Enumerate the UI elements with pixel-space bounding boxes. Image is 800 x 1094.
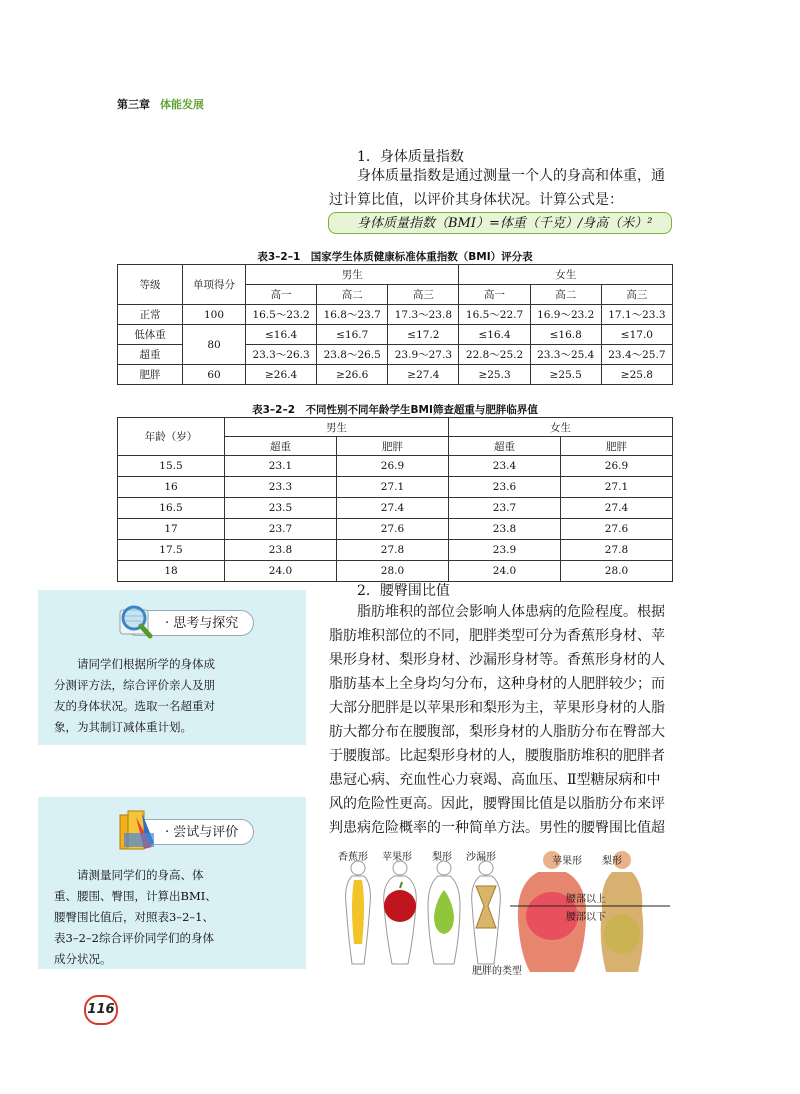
value-cell: 23.9	[449, 540, 561, 561]
section2-line: 大部分肥胖是以苹果形和梨形为主，苹果形身材的人脂	[329, 700, 665, 716]
think-line: 分测评方法，综合评价亲人及朋	[54, 678, 215, 692]
table1-caption: 表3–2–1 国家学生体质健康标准体重指数（BMI）评分表	[257, 251, 533, 263]
age-cell: 16	[118, 477, 225, 498]
try-line: 腰臀围比值后，对照表3–2–1、	[54, 910, 214, 924]
figure-caption: 肥胖的类型	[472, 966, 522, 977]
table-row	[118, 540, 673, 561]
header-male: 男生	[246, 265, 459, 285]
hourglass-shape-figure	[472, 861, 501, 964]
section2-line: 患冠心病、充血性心力衰竭、高血压、Ⅱ型糖尿病和中	[329, 772, 661, 788]
label-apple: 苹果形	[382, 852, 412, 863]
value-cell: 27.4	[561, 498, 673, 519]
value-cell: 23.3	[225, 477, 337, 498]
section1-heading: 1．身体质量指数	[357, 149, 464, 165]
value-cell: 26.9	[337, 456, 449, 477]
try-line: 成分状况。	[54, 952, 112, 966]
value-cell: ≥25.3	[459, 365, 530, 385]
age-cell: 15.5	[118, 456, 225, 477]
table-row	[118, 305, 673, 325]
value-cell: ≤17.0	[601, 325, 672, 345]
think-explore-text	[54, 654, 292, 738]
value-cell: 27.4	[337, 498, 449, 519]
table-row	[118, 325, 673, 345]
value-cell: 16.9～23.2	[530, 305, 601, 325]
table-row	[118, 477, 673, 498]
table2-caption: 表3–2–2 不同性别不同年龄学生BMI筛查超重与肥胖临界值	[252, 404, 538, 416]
age-cell: 17.5	[118, 540, 225, 561]
chapter-number: 第三章	[117, 98, 150, 111]
header-grade: 等级	[118, 265, 183, 305]
label-hourglass: 沙漏形	[466, 852, 496, 863]
section2-line: 脂肪基本上全身均匀分布，这种身材的人肥胖较少；而	[329, 676, 665, 692]
value-cell: 23.9～27.3	[388, 345, 459, 365]
label-waist-below: 腰部以下	[566, 912, 606, 923]
table-row	[118, 498, 673, 519]
section1-text	[329, 164, 673, 212]
value-cell: 23.1	[225, 456, 337, 477]
value-cell: 23.5	[225, 498, 337, 519]
try-line: 重、腰围、臀围，计算出BMI、	[54, 889, 217, 903]
chapter-title: 体能发展	[160, 98, 204, 111]
value-cell: 27.6	[337, 519, 449, 540]
header-year: 高二	[530, 285, 601, 305]
chapter-header	[117, 96, 204, 112]
value-cell: ≥25.5	[530, 365, 601, 385]
section2-line: 脂肪堆积的部位会影响人体患病的危险程度。根据	[357, 604, 665, 620]
value-cell: 28.0	[337, 561, 449, 582]
value-cell: 23.3～26.3	[246, 345, 317, 365]
table-row	[118, 365, 673, 385]
label-pear-body: 梨形	[602, 856, 622, 867]
value-cell: 26.9	[561, 456, 673, 477]
value-cell: 23.8	[225, 540, 337, 561]
age-cell: 18	[118, 561, 225, 582]
value-cell: 16.5～22.7	[459, 305, 530, 325]
value-cell: 23.7	[449, 498, 561, 519]
banana-shape-figure	[346, 861, 371, 964]
header-year: 高一	[459, 285, 530, 305]
label-banana: 香蕉形	[338, 852, 368, 863]
grade-cell: 超重	[118, 345, 183, 365]
value-cell: ≤16.4	[246, 325, 317, 345]
section1-line: 过计算比值，以评价其身体状况。计算公式是：	[329, 192, 623, 208]
section2-line: 判患病危险概率的一种简单方法。男性的腰臀围比值超	[329, 820, 665, 836]
label-waist-above: 腰部以上	[566, 894, 606, 905]
value-cell: 23.4～25.7	[601, 345, 672, 365]
value-cell: 27.8	[337, 540, 449, 561]
try-evaluate-label: · 尝试与评价	[165, 825, 239, 840]
try-line: 表3–2–2综合评价同学们的身体	[54, 931, 214, 945]
try-evaluate-box	[38, 797, 306, 969]
score-cell: 80	[183, 325, 246, 365]
section2-line: 于腰腹部。比起梨形身材的人，腰腹脂肪堆积的肥胖者	[329, 748, 665, 764]
bmi-threshold-table	[117, 417, 673, 582]
section1-line: 身体质量指数是通过测量一个人的身高和体重，通	[357, 168, 665, 184]
value-cell: 27.8	[561, 540, 673, 561]
header-obese: 肥胖	[561, 437, 673, 456]
section2-line: 脂肪堆积部位的不同，肥胖类型可分为香蕉形身材、苹	[329, 628, 665, 644]
value-cell: 28.0	[561, 561, 673, 582]
try-line: 请测量同学们的身高、体	[77, 868, 204, 882]
bmi-formula: 身体质量指数（BMI）=体重（千克）/身高（米）²	[328, 212, 672, 234]
header-overweight: 超重	[449, 437, 561, 456]
magnifier-icon	[112, 596, 162, 646]
value-cell: 24.0	[449, 561, 561, 582]
value-cell: 27.6	[561, 519, 673, 540]
value-cell: 23.8～26.5	[317, 345, 388, 365]
think-line: 请同学们根据所学的身体成	[77, 657, 215, 671]
section2-line: 肪大都分布在腰腹部，梨形身材的人脂肪分布在臀部大	[329, 724, 665, 740]
value-cell: 27.1	[561, 477, 673, 498]
score-cell: 100	[183, 305, 246, 325]
table-row	[118, 561, 673, 582]
header-overweight: 超重	[225, 437, 337, 456]
value-cell: ≥26.6	[317, 365, 388, 385]
value-cell: 23.4	[449, 456, 561, 477]
value-cell: 16.5～23.2	[246, 305, 317, 325]
value-cell: 22.8～25.2	[459, 345, 530, 365]
pear-body-figure	[601, 851, 644, 972]
header-score: 单项得分	[183, 265, 246, 305]
think-line: 友的身体状况。选取一名超重对	[54, 699, 215, 713]
obesity-types-figure	[330, 844, 674, 974]
header-obese: 肥胖	[337, 437, 449, 456]
value-cell: 24.0	[225, 561, 337, 582]
section2-text	[329, 600, 673, 840]
think-explore-box	[38, 590, 306, 745]
table-row	[118, 519, 673, 540]
value-cell: ≥27.4	[388, 365, 459, 385]
value-cell: 23.8	[449, 519, 561, 540]
grade-cell: 正常	[118, 305, 183, 325]
value-cell: 16.8～23.7	[317, 305, 388, 325]
value-cell: ≥26.4	[246, 365, 317, 385]
think-line: 象，为其制订减体重计划。	[54, 720, 192, 734]
page-number: 116	[84, 995, 118, 1025]
value-cell: ≤16.7	[317, 325, 388, 345]
apple-shape-figure	[384, 861, 417, 964]
label-pear: 梨形	[432, 852, 452, 863]
header-age: 年龄（岁）	[118, 418, 225, 456]
value-cell: 23.3～25.4	[530, 345, 601, 365]
value-cell: 23.7	[225, 519, 337, 540]
section2-line: 果形身材、梨形身材、沙漏形身材等。香蕉形身材的人	[329, 652, 665, 668]
body-shapes-illustration	[330, 844, 674, 974]
bmi-score-table	[117, 264, 673, 385]
header-female: 女生	[449, 418, 673, 437]
section2-line: 风的危险性更高。因此，腰臀围比值是以脂肪分布来评	[329, 796, 665, 812]
value-cell: ≥25.8	[601, 365, 672, 385]
table-row	[118, 456, 673, 477]
age-cell: 17	[118, 519, 225, 540]
value-cell: 17.1～23.3	[601, 305, 672, 325]
pear-shape-figure	[428, 861, 460, 964]
label-apple-body: 苹果形	[552, 856, 582, 867]
value-cell: ≤17.2	[388, 325, 459, 345]
value-cell: 17.3～23.8	[388, 305, 459, 325]
age-cell: 16.5	[118, 498, 225, 519]
header-female: 女生	[459, 265, 673, 285]
try-evaluate-text	[54, 865, 292, 970]
think-explore-label: · 思考与探究	[165, 616, 239, 631]
grade-cell: 肥胖	[118, 365, 183, 385]
section2-heading: 2．腰臀围比值	[357, 583, 450, 599]
value-cell: ≤16.8	[530, 325, 601, 345]
header-year: 高三	[388, 285, 459, 305]
value-cell: ≤16.4	[459, 325, 530, 345]
header-year: 高二	[317, 285, 388, 305]
ruler-pencil-icon	[114, 803, 164, 855]
header-year: 高三	[601, 285, 672, 305]
grade-cell: 低体重	[118, 325, 183, 345]
header-male: 男生	[225, 418, 449, 437]
score-cell: 60	[183, 365, 246, 385]
value-cell: 27.1	[337, 477, 449, 498]
value-cell: 23.6	[449, 477, 561, 498]
header-year: 高一	[246, 285, 317, 305]
